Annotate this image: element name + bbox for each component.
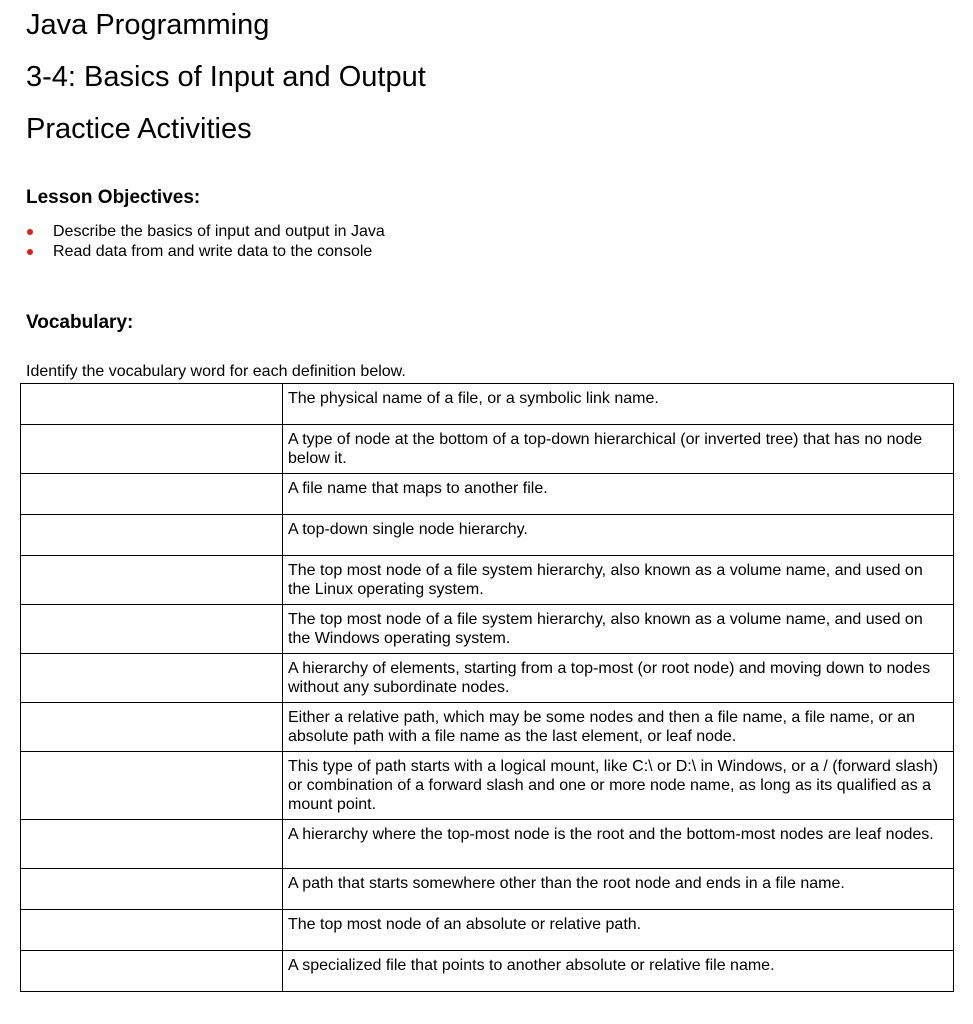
definition-cell: A specialized file that points to another absolute or relative file name. bbox=[283, 951, 954, 992]
table-row bbox=[21, 384, 954, 425]
bullet-icon bbox=[27, 229, 33, 235]
definition-cell: A type of node at the bottom of a top-down hierarchical (or inverted tree) that has no node below it. bbox=[283, 425, 954, 474]
vocab-word-cell[interactable] bbox=[21, 605, 283, 654]
vocab-word-cell[interactable] bbox=[21, 384, 283, 425]
table-row bbox=[21, 869, 954, 910]
table-row bbox=[21, 515, 954, 556]
vocab-word-cell[interactable] bbox=[21, 752, 283, 820]
table-row bbox=[21, 556, 954, 605]
vocab-word-cell[interactable] bbox=[21, 654, 283, 703]
vocab-word-cell[interactable] bbox=[21, 515, 283, 556]
table-row bbox=[21, 605, 954, 654]
vocab-word-cell[interactable] bbox=[21, 951, 283, 992]
objective-text: Describe the basics of input and output in Java bbox=[53, 223, 385, 240]
vocab-word-cell[interactable] bbox=[21, 820, 283, 869]
objective-item bbox=[26, 242, 385, 262]
table-row bbox=[21, 752, 954, 820]
definition-cell: A file name that maps to another file. bbox=[283, 474, 954, 515]
table-row bbox=[21, 820, 954, 869]
vocab-word-cell[interactable] bbox=[21, 869, 283, 910]
table-row bbox=[21, 703, 954, 752]
definition-cell: A hierarchy where the top-most node is the root and the bottom-most nodes are leaf nodes. bbox=[283, 820, 954, 869]
objectives-heading: Lesson Objectives: bbox=[26, 187, 201, 208]
vocab-word-cell[interactable] bbox=[21, 910, 283, 951]
table-row bbox=[21, 474, 954, 515]
definition-cell: The physical name of a file, or a symbolic link name. bbox=[283, 384, 954, 425]
table-row bbox=[21, 910, 954, 951]
definition-cell: A path that starts somewhere other than the root node and ends in a file name. bbox=[283, 869, 954, 910]
objectives-list bbox=[26, 222, 385, 262]
definition-cell: A top-down single node hierarchy. bbox=[283, 515, 954, 556]
table-row bbox=[21, 951, 954, 992]
definition-cell: This type of path starts with a logical mount, like C:\ or D:\ in Windows, or a / (forward slash) or combination of a forward slash and one or more node name, as long as its qualified as a mount point. bbox=[283, 752, 954, 820]
vocabulary-instruction: Identify the vocabulary word for each definition below. bbox=[26, 363, 406, 380]
vocabulary-heading: Vocabulary: bbox=[26, 312, 134, 333]
definition-cell: The top most node of an absolute or relative path. bbox=[283, 910, 954, 951]
definition-cell: The top most node of a file system hierarchy, also known as a volume name, and used on the Windows operating system. bbox=[283, 605, 954, 654]
table-row bbox=[21, 654, 954, 703]
objective-text: Read data from and write data to the console bbox=[53, 243, 373, 260]
definition-cell: A hierarchy of elements, starting from a top-most (or root node) and moving down to nodes without any subordinate nodes. bbox=[283, 654, 954, 703]
definition-cell: The top most node of a file system hierarchy, also known as a volume name, and used on the Linux operating system. bbox=[283, 556, 954, 605]
page-subtitle: Practice Activities bbox=[26, 113, 252, 145]
vocab-word-cell[interactable] bbox=[21, 474, 283, 515]
bullet-icon bbox=[27, 249, 33, 255]
course-title: Java Programming bbox=[26, 9, 270, 41]
table-row bbox=[21, 425, 954, 474]
lesson-title: 3-4: Basics of Input and Output bbox=[26, 61, 426, 93]
definition-cell: Either a relative path, which may be some nodes and then a file name, a file name, or an absolute path with a file name as the last element, or leaf node. bbox=[283, 703, 954, 752]
vocab-word-cell[interactable] bbox=[21, 425, 283, 474]
vocabulary-table bbox=[20, 383, 954, 992]
vocab-word-cell[interactable] bbox=[21, 556, 283, 605]
objective-item bbox=[26, 222, 385, 242]
vocab-word-cell[interactable] bbox=[21, 703, 283, 752]
